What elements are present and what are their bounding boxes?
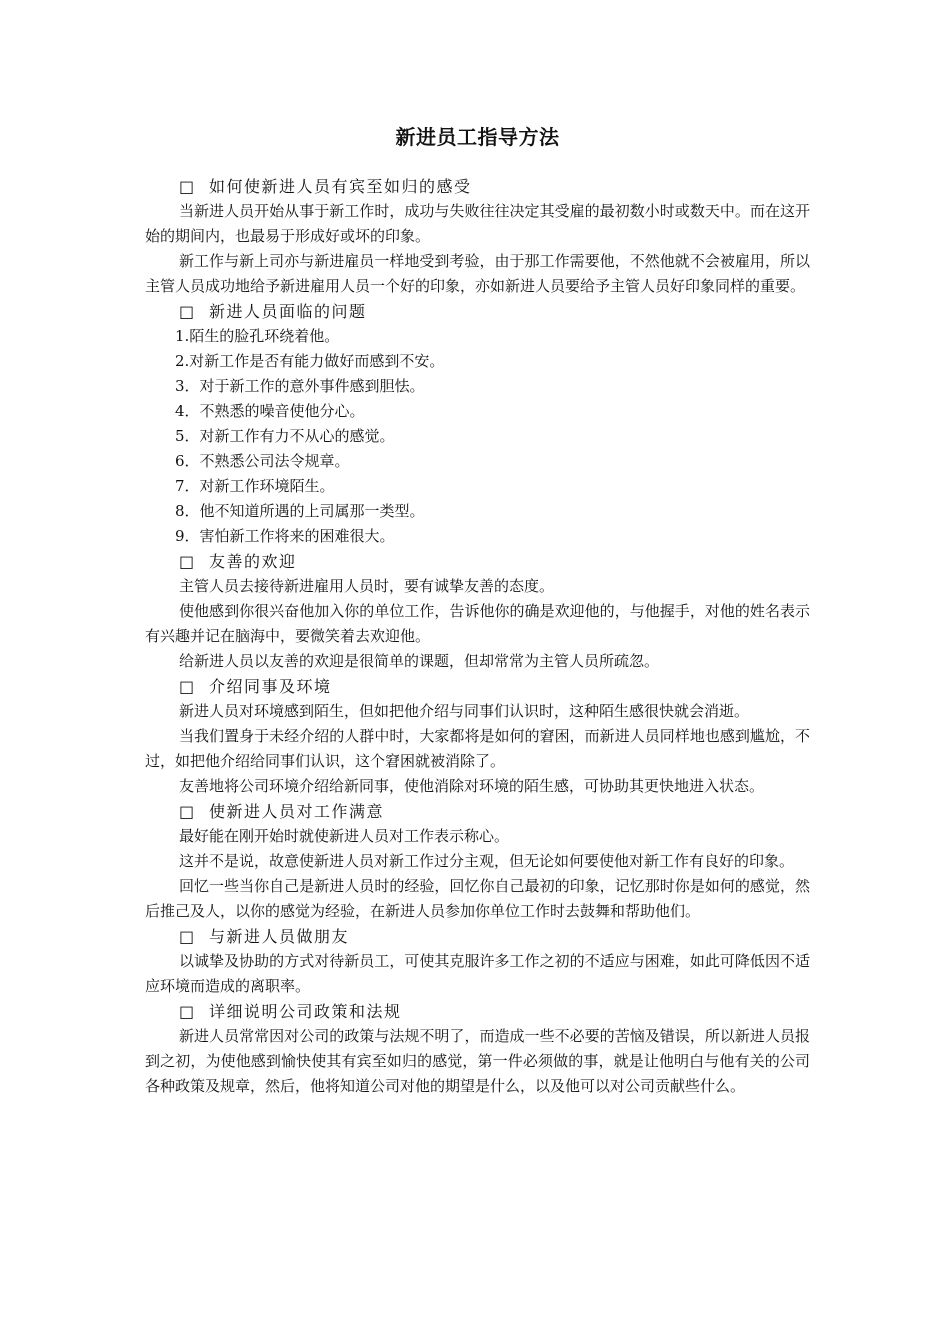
list-item: 6．不熟悉公司法令规章。: [175, 452, 350, 470]
checkbox-square-icon: □: [179, 302, 196, 321]
checkbox-square-icon: □: [179, 177, 196, 196]
paragraph: 新工作与新上司亦与新进雇员一样地受到考验，由于那工作需要他，不然他就不会被雇用，所以主管人员成功地给予新进雇用人员一个好的印象，亦如新进人员要给予主管人员好印象同样的重要。: [145, 252, 810, 295]
section-heading-text: 友善的欢迎: [209, 552, 297, 571]
paragraph: 新进人员对环境感到陌生，但如把他介绍与同事们认识时，这种陌生感很快就会消逝。: [179, 702, 750, 720]
list-item: 2.对新工作是否有能力做好而感到不安。: [175, 352, 445, 370]
list-item: 7．对新工作环境陌生。: [175, 477, 335, 495]
paragraph: 这并不是说，故意使新进人员对新工作过分主观，但无论如何要使他对新工作有良好的印象。: [179, 852, 795, 870]
list-item: 4．不熟悉的噪音使他分心。: [175, 402, 365, 420]
paragraph: 回忆一些当你自己是新进人员时的经验，回忆你自己最初的印象，记忆那时你是如何的感觉，然后推己及人，以你的感觉为经验，在新进人员参加你单位工作时去鼓舞和帮助他们。: [145, 877, 810, 920]
section-heading: [145, 549, 810, 574]
section-heading: [145, 174, 810, 199]
section-heading: [145, 674, 810, 699]
checkbox-square-icon: □: [179, 927, 196, 946]
paragraph: 主管人员去接待新进雇用人员时，要有诚挚友善的态度。: [179, 577, 555, 595]
section-heading-text: 如何使新进人员有宾至如归的感受: [209, 177, 472, 196]
list-item: 3．对于新工作的意外事件感到胆怯。: [175, 377, 425, 395]
list-item: 8．他不知道所遇的上司属那一类型。: [175, 502, 425, 520]
section-heading: [145, 799, 810, 824]
section-heading-text: 与新进人员做朋友: [209, 927, 350, 946]
paragraph: 友善地将公司环境介绍给新同事，使他消除对环境的陌生感，可协助其更快地进入状态。: [179, 777, 765, 795]
list-item: 9．害怕新工作将来的困难很大。: [175, 527, 395, 545]
section-heading-text: 介绍同事及环境: [209, 677, 332, 696]
section-heading-text: 详细说明公司政策和法规: [209, 1002, 402, 1021]
checkbox-square-icon: □: [179, 552, 196, 571]
section-heading-text: 使新进人员对工作满意: [209, 802, 385, 821]
section-heading: [145, 924, 810, 949]
section-heading-text: 新进人员面临的问题: [209, 302, 367, 321]
section-heading: [145, 299, 810, 324]
document-body: [145, 122, 810, 1099]
paragraph: 最好能在刚开始时就使新进人员对工作表示称心。: [179, 827, 510, 845]
paragraph: 当我们置身于未经介绍的人群中时，大家都将是如何的窘困，而新进人员同样地也感到尴尬，不过，如把他介绍给同事们认识，这个窘困就被消除了。: [145, 727, 810, 770]
paragraph: 新进人员常常因对公司的政策与法规不明了，而造成一些不必要的苦恼及错误，所以新进人员报到之初，为使他感到愉快使其有宾至如归的感觉，第一件必须做的事，就是让他明白与他有关的公司各种政策及规章，然后，他将知道公司对他的期望是什么，以及他可以对公司贡献些什么。: [145, 1027, 810, 1095]
checkbox-square-icon: □: [179, 1002, 196, 1021]
checkbox-square-icon: □: [179, 802, 196, 821]
paragraph: 给新进人员以友善的欢迎是很简单的课题，但却常常为主管人员所疏忽。: [179, 652, 660, 670]
list-item: 5．对新工作有力不从心的感觉。: [175, 427, 395, 445]
paragraph: 当新进人员开始从事于新工作时，成功与失败往往决定其受雇的最初数小时或数天中。而在这开始的期间内，也最易于形成好或坏的印象。: [145, 202, 810, 245]
section-heading: [145, 999, 810, 1024]
paragraph: 以诚挚及协助的方式对待新员工，可使其克服许多工作之初的不适应与困难，如此可降低因不适应环境而造成的离职率。: [145, 952, 810, 995]
checkbox-square-icon: □: [179, 677, 196, 696]
document-title: 新进员工指导方法: [395, 125, 560, 149]
list-item: 1.陌生的脸孔环绕着他。: [175, 327, 340, 345]
paragraph: 使他感到你很兴奋他加入你的单位工作，告诉他你的确是欢迎他的，与他握手，对他的姓名表示有兴趣并记在脑海中，要微笑着去欢迎他。: [145, 602, 810, 645]
